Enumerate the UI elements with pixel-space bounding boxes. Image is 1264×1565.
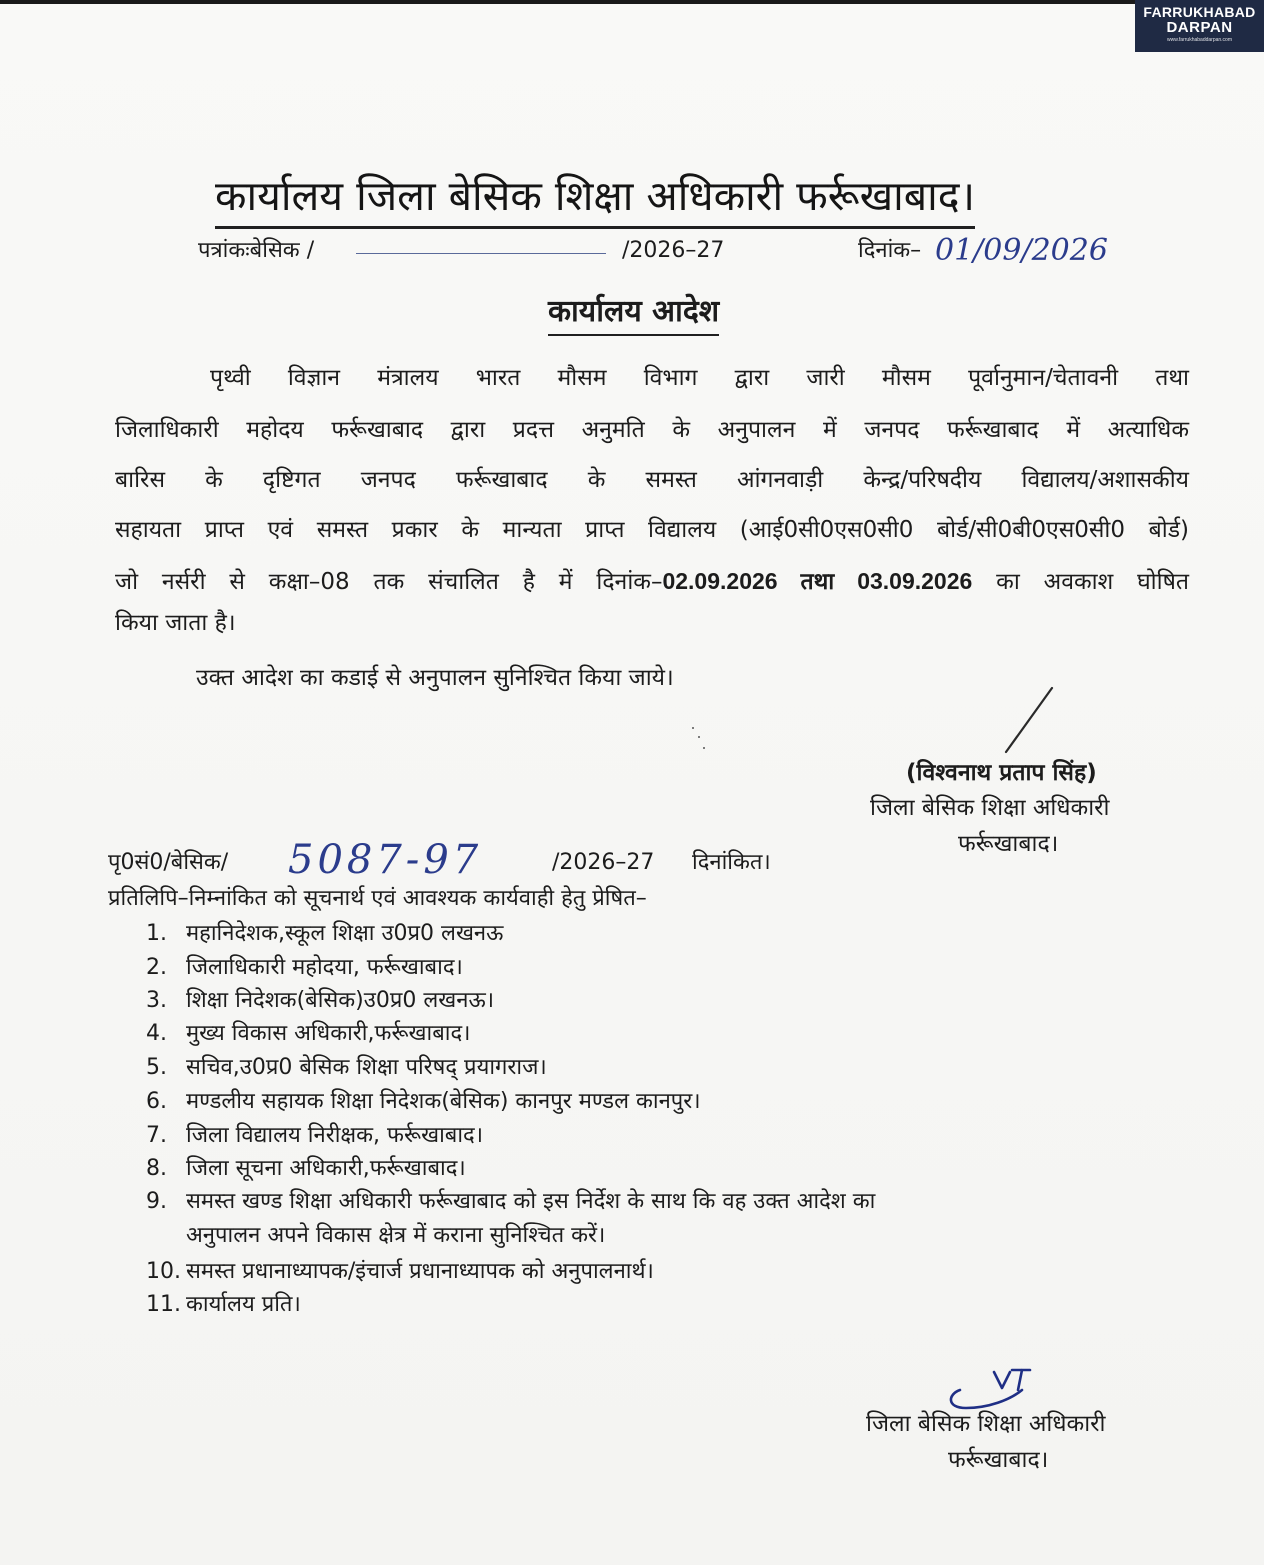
recipient-number: 6. [146, 1089, 167, 1114]
copy-ref-prefix: पृ0सं0/बेसिक/ [108, 850, 229, 875]
recipient-text-continued: अनुपालन अपने विकास क्षेत्र में कराना सुनिश्चित करें। [186, 1223, 606, 1248]
recipient-number: 8. [146, 1156, 167, 1181]
recipient-text: जिलाधिकारी महोदया, फर्रूखाबाद। [186, 955, 463, 980]
order-paragraph-line: पृथ्वी विज्ञान मंत्रालय भारत मौसम विभाग द्वारा जारी मौसम पूर्वानुमान/चेतावनी तथा [210, 365, 1189, 391]
letter-date-handwritten: 01/09/2026 [935, 233, 1108, 268]
recipient-text: शिक्षा निदेशक(बेसिक)उ0प्र0 लखनऊ। [186, 988, 495, 1013]
dates-line-conjunction: तथा [777, 568, 858, 594]
signatory-place: फर्रूखाबाद। [958, 831, 1059, 857]
recipient-number: 9. [146, 1189, 167, 1214]
footer-signatory-designation: जिला बेसिक शिक्षा अधिकारी [866, 1411, 1106, 1437]
watermark-line3: www.farrukhabaddarpan.com [1166, 37, 1233, 43]
recipient-text: कार्यालय प्रति। [186, 1292, 301, 1317]
letter-ref-year: /2026–27 [622, 238, 725, 263]
recipient-number: 10. [146, 1259, 181, 1284]
copy-ref-number-handwritten: 5087-97 [288, 837, 483, 883]
recipient-text: मण्डलीय सहायक शिक्षा निदेशक(बेसिक) कानपुर मण्डल कानपुर। [186, 1089, 701, 1114]
dates-line-lead: जो नर्सरी से कक्षा–08 तक संचालित है में दिनांक– [115, 569, 663, 595]
recipient-text: समस्त खण्ड शिक्षा अधिकारी फर्रूखाबाद को इस निर्देश के साथ कि वह उक्त आदेश का [186, 1189, 876, 1214]
signatory-designation: जिला बेसिक शिक्षा अधिकारी [870, 795, 1110, 821]
holiday-date-1: 02.09.2026 [662, 568, 778, 594]
signatory-name: (विश्वनाथ प्रताप सिंह) [906, 760, 1097, 786]
office-title: कार्यालय जिला बेसिक शिक्षा अधिकारी फर्रूखाबाद। [215, 168, 975, 229]
recipient-number: 4. [146, 1021, 167, 1046]
order-heading: कार्यालय आदेश [548, 290, 719, 336]
letter-ref-blank-line [356, 253, 606, 254]
recipient-number: 5. [146, 1055, 167, 1080]
compliance-instruction: उक्त आदेश का कडाई से अनुपालन सुनिश्चित किया जाये। [196, 665, 674, 691]
recipient-text: मुख्य विकास अधिकारी,फर्रूखाबाद। [186, 1021, 471, 1046]
letter-ref-prefix: पत्रांकःबेसिक / [198, 238, 315, 263]
copy-ref-dated: दिनांकित। [692, 850, 771, 875]
recipient-text: महानिदेशक,स्कूल शिक्षा उ0प्र0 लखनऊ [186, 921, 504, 946]
order-paragraph-line: बारिस के दृष्टिगत जनपद फर्रूखाबाद के समस्त आंगनवाड़ी केन्द्र/परिषदीय विद्यालय/अशासकीय [115, 467, 1189, 493]
recipient-number: 1. [146, 921, 167, 946]
order-paragraph-line-dates [115, 563, 1189, 600]
order-paragraph-line: सहायता प्राप्त एवं समस्त प्रकार के मान्यता प्राप्त विद्यालय (आई0सी0एस0सी0 बोर्ड/सी0बी0एस0सी0 बोर्ड) [115, 517, 1189, 543]
recipient-number: 11. [146, 1292, 181, 1317]
order-paragraph-line: जिलाधिकारी महोदय फर्रूखाबाद द्वारा प्रदत्त अनुमति के अनुपालन में जनपद फर्रूखाबाद में अत्याधिक [115, 417, 1189, 443]
watermark-line2: DARPAN [1166, 19, 1233, 36]
recipient-text: जिला सूचना अधिकारी,फर्रूखाबाद। [186, 1156, 466, 1181]
recipient-text: समस्त प्रधानाध्यापक/इंचार्ज प्रधानाध्यापक को अनुपालनार्थ। [186, 1259, 654, 1284]
recipient-text: सचिव,उ0प्र0 बेसिक शिक्षा परिषद् प्रयागराज। [186, 1055, 547, 1080]
recipient-number: 2. [146, 955, 167, 980]
copy-ref-year: /2026–27 [552, 850, 655, 875]
recipient-number: 7. [146, 1123, 167, 1148]
order-paragraph-line: किया जाता है। [115, 610, 236, 636]
paper-speck-marks [690, 724, 706, 752]
footer-signatory-place: फर्रूखाबाद। [948, 1447, 1049, 1473]
watermark-badge [1135, 0, 1264, 52]
holiday-date-2: 03.09.2026 [857, 568, 973, 594]
dates-line-tail: का अवकाश घोषित [972, 569, 1189, 595]
top-border [0, 0, 1135, 4]
watermark-line1: FARRUKHABAD [1143, 4, 1256, 20]
letter-date-label: दिनांक– [858, 238, 922, 263]
recipient-text: जिला विद्यालय निरीक्षक, फर्रूखाबाद। [186, 1123, 484, 1148]
signature-stroke [1000, 686, 1060, 756]
recipient-number: 3. [146, 988, 167, 1013]
copy-intro: प्रतिलिपि–निम्नांकित को सूचनार्थ एवं आवश्यक कार्यवाही हेतु प्रेषित– [108, 886, 647, 911]
